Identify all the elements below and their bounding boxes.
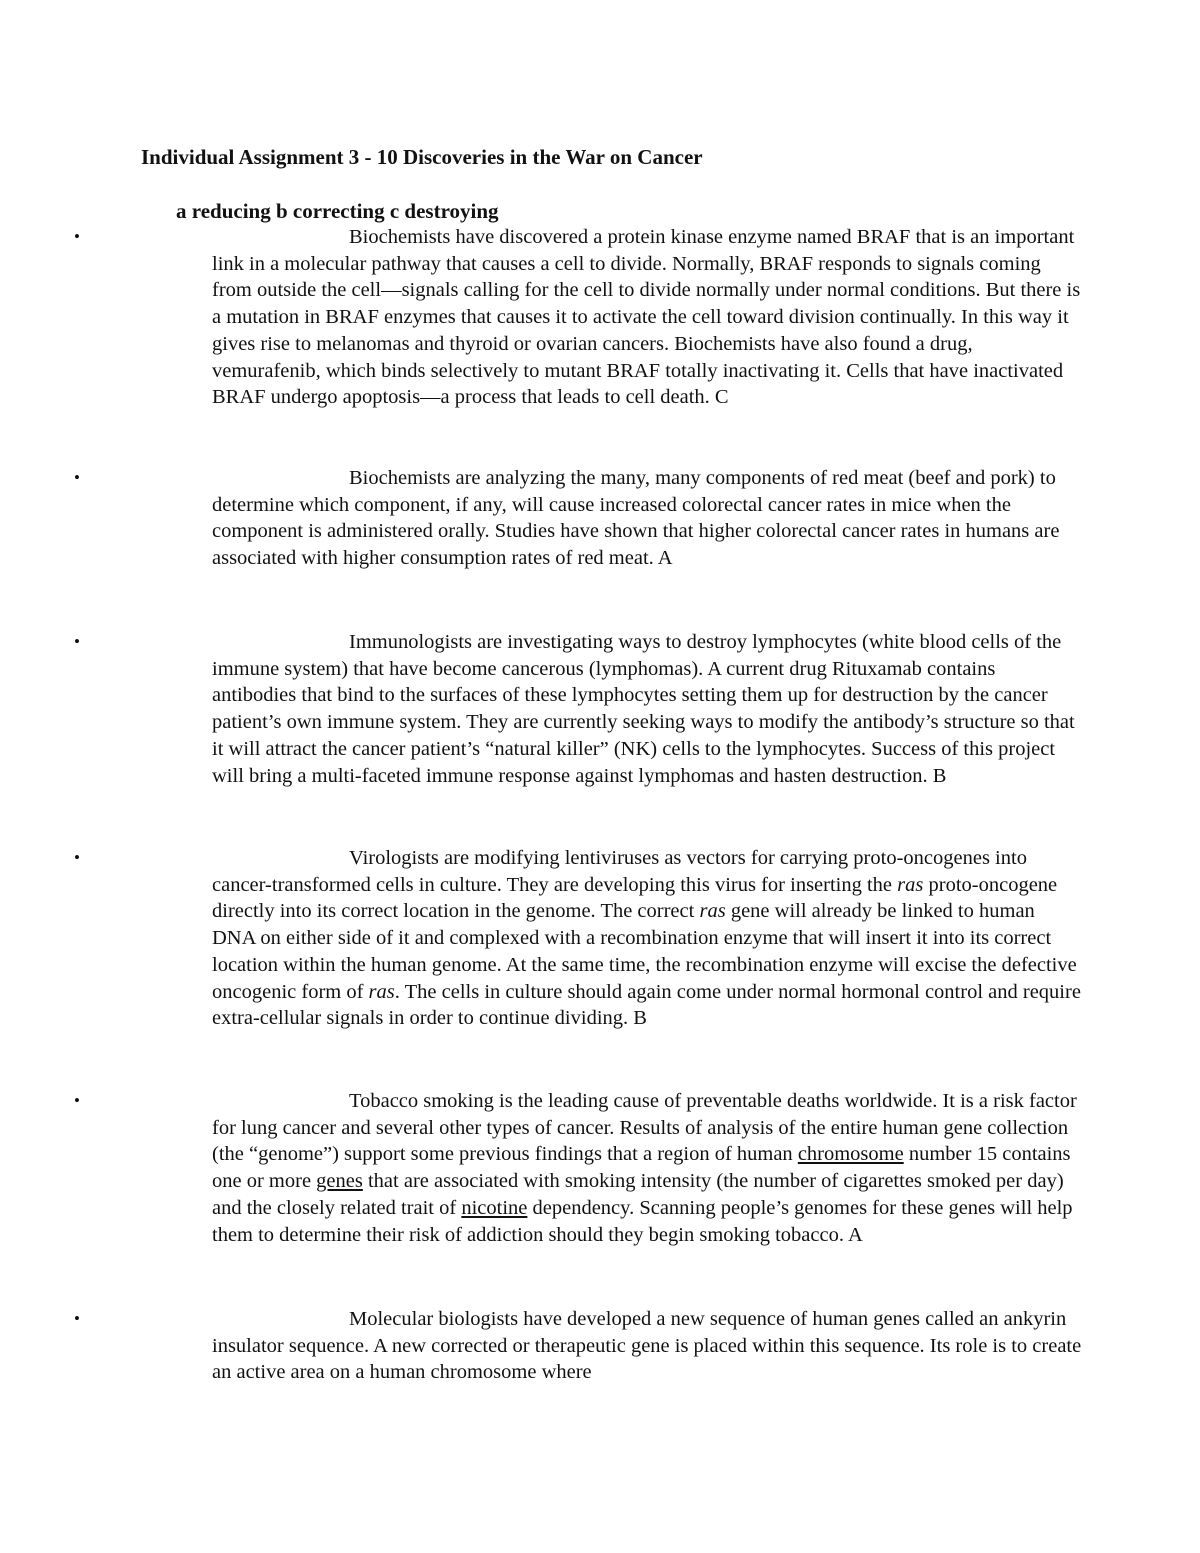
list-item-text: Biochemists are analyzing the many, many components of red meat (beef and pork) to determine which component, if any, will cause increased colorectal cancer rates in mice when the component is administered orally. Studies have shown that higher colorectal cancer rates in humans are associated with higher consumption rates of red meat. A: [212, 467, 1060, 570]
list-item: • Immunologists are investigating ways to destroy lymphocytes (white blood cells of the immune system) that have become cancerous (lymphomas). A current drug Rituxamab contains antibodies that bind to the surfaces of these lymphocytes setting them up for destruction by the cancer patient’s own immune system. They are currently seeking ways to modify the antibody’s structure so that it will attract the cancer patient’s “natural killer” (NK) cells to the lymphocytes. Success of this project will bring a multi-faceted immune response against lymphomas and hasten destruction. B: [74, 631, 1075, 787]
list-item-text: Molecular biologists have developed a new sequence of human genes called an ankyrin insulator sequence. A new corrected or therapeutic gene is placed within this sequence. Its role is to create an active area on a human chromosome where: [212, 1308, 1082, 1384]
list-item: • Molecular biologists have developed a new sequence of human genes called an ankyrin insulator sequence. A new corrected or therapeutic gene is placed within this sequence. Its role is to create an active area on a human chromosome where: [74, 1308, 1082, 1384]
list-item-text: Tobacco smoking is the leading cause of preventable deaths worldwide. It is a risk factor for lung cancer and several other types of cancer. Results of analysis of the entire human gene collection (the “genome”) support some previous findings that a region of human: [212, 1090, 1077, 1166]
list-item-text: number 15 contains one or more: [212, 1143, 1071, 1193]
genes-link[interactable]: genes: [316, 1170, 363, 1193]
ras-term: ras: [699, 900, 726, 923]
list-item-text: proto-oncogene directly into its correct location in the genome. The correct: [212, 873, 1058, 923]
list-item-text: . The cells in culture should again come under normal hormonal control and require extra-cellular signals in order to continue dividing. B: [212, 980, 1081, 1030]
document-title: Individual Assignment 3 - 10 Discoveries in the War on Cancer: [141, 145, 703, 169]
list-item: • Virologists are modifying lentiviruses as vectors for carrying proto-oncogenes into cancer-transformed cells in culture. They are developing this virus for inserting the ras proto-oncogene directly into its correct location in the genome. The correct ras gene will already be linked to human DNA on either side of it and complexed with a recombination enzyme that will insert it into its correct location within the human genome. At the same time, the recombination enzyme will excise the defective oncogenic form of ras. The cells in culture should again come under normal hormonal control and require extra-cellular signals in order to continue dividing. B: [74, 847, 1081, 1030]
list-item: • Tobacco smoking is the leading cause of preventable deaths worldwide. It is a risk factor for lung cancer and several other types of cancer. Results of analysis of the entire human gene collection (the “genome”) support some previous findings that a region of human chromosome number 15 contains one or more genes that are associated with smoking intensity (the number of cigarettes smoked per day) and the closely related trait of nicotine dependency. Scanning people’s genomes for these genes will help them to determine their risk of addiction should they begin smoking tobacco. A: [74, 1090, 1077, 1246]
list-item-text: that are associated with smoking intensity (the number of cigarettes smoked per day) and the closely related trait of: [212, 1170, 1064, 1219]
list-item-text: Immunologists are investigating ways to destroy lymphocytes (white blood cells of the immune system) that have become cancerous (lymphomas). A current drug Rituxamab contains antibodies that bind to the surfaces of these lymphocytes setting them up for destruction by the cancer patient’s own immune system. They are currently seeking ways to modify the antibody’s structure so that it will attract the cancer patient’s “natural killer” (NK) cells to the lymphocytes. Success of this project will bring a multi-faceted immune response against lymphomas and hasten destruction. B: [212, 631, 1075, 787]
list-item-text: Biochemists have discovered a protein kinase enzyme named BRAF that is an important link in a molecular pathway that causes a cell to divide. Normally, BRAF responds to signals coming from outside the cell—signals calling for the cell to divide normally under normal conditions. But there is a mutation in BRAF enzymes that causes it to activate the cell toward division continually. In this way it gives rise to melanomas and thyroid or ovarian cancers. Biochemists have also found a drug, vemurafenib, which binds selectively to mutant BRAF totally inactivating it. Cells that have inactivated BRAF undergo apoptosis—a process that leads to cell death. C: [212, 226, 1081, 409]
list-item: • Biochemists have discovered a protein kinase enzyme named BRAF that is an important link in a molecular pathway that causes a cell to divide. Normally, BRAF responds to signals coming from outside the cell—signals calling for the cell to divide normally under normal conditions. But there is a mutation in BRAF enzymes that causes it to activate the cell toward division continually. In this way it gives rise to melanomas and thyroid or ovarian cancers. Biochemists have also found a drug, vemurafenib, which binds selectively to mutant BRAF totally inactivating it. Cells that have inactivated BRAF undergo apoptosis—a process that leads to cell death. C: [74, 226, 1081, 409]
answer-legend: a reducing b correcting c destroying: [176, 199, 499, 223]
list-item-text: gene will already be linked to human DNA on either side of it and complexed with a recombination enzyme that will insert it into its correct location within the human genome. At the same time, the recombination enzyme will excise the defective oncogenic form of: [212, 900, 1077, 1003]
nicotine-link[interactable]: nicotine: [461, 1196, 528, 1219]
ras-term: ras: [368, 980, 395, 1003]
chromosome-link[interactable]: chromosome: [797, 1143, 904, 1166]
ras-term: ras: [897, 873, 924, 896]
list-item: • Biochemists are analyzing the many, many components of red meat (beef and pork) to determine which component, if any, will cause increased colorectal cancer rates in mice when the component is administered orally. Studies have shown that higher colorectal cancer rates in humans are associated with higher consumption rates of red meat. A: [74, 467, 1060, 570]
list-item-text: Virologists are modifying lentiviruses as vectors for carrying proto-oncogenes into cancer-transformed cells in culture. They are developing this virus for inserting the: [212, 847, 1027, 896]
list-item-text: dependency. Scanning people’s genomes for these genes will help them to determine their risk of addiction should they begin smoking tobacco. A: [212, 1196, 1073, 1246]
